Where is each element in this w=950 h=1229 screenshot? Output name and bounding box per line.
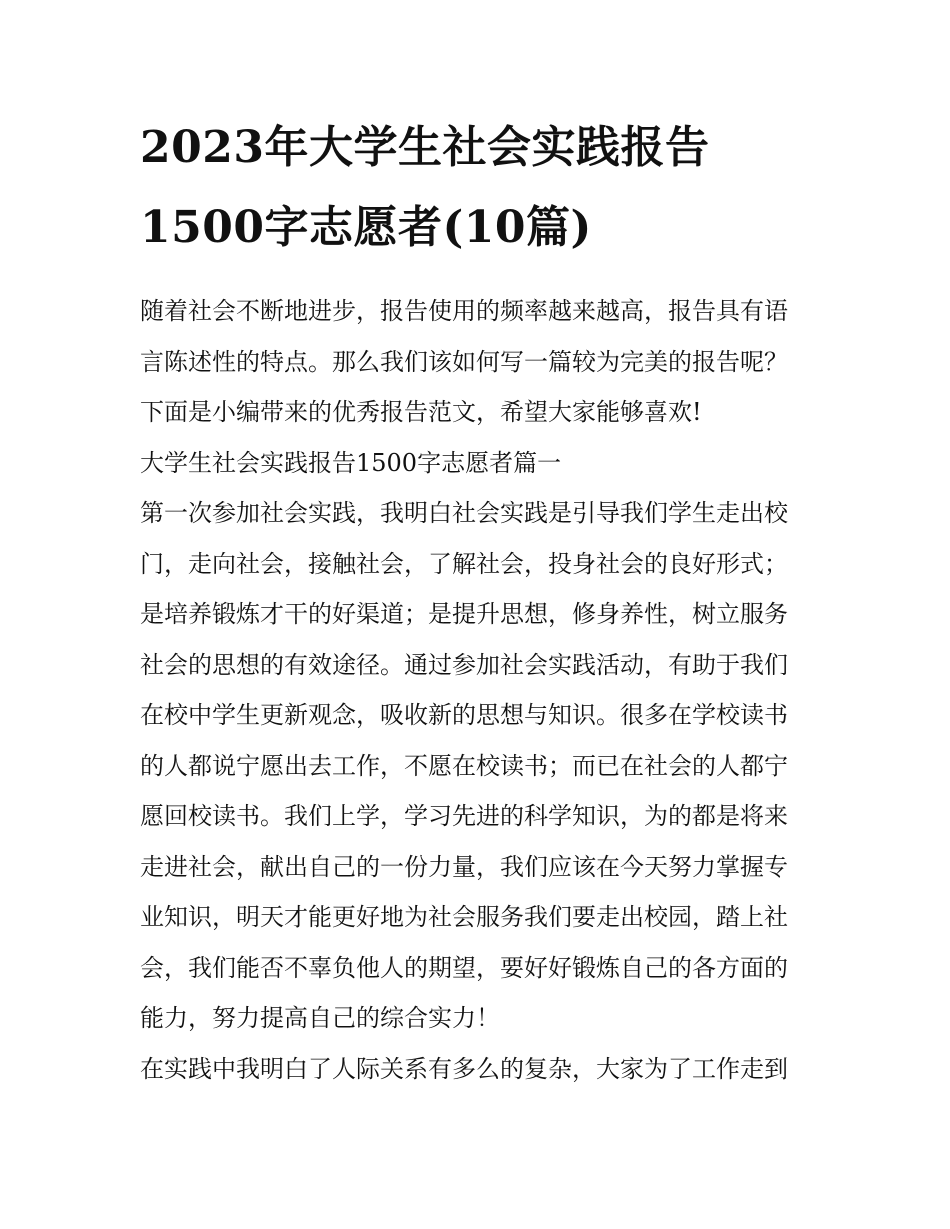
- document-page: [140, 108, 812, 1094]
- body-line: 愿回校读书。我们上学，学习先进的科学知识，为的都是将来: [140, 802, 788, 830]
- section-heading: 大学生社会实践报告1500字志愿者篇一: [140, 448, 562, 477]
- body-line: 业知识，明天才能更好地为社会服务我们要走出校园，踏上社: [140, 903, 788, 931]
- body-line: 下面是小编带来的优秀报告范文，希望大家能够喜欢!: [140, 398, 702, 426]
- body-line: 第一次参加社会实践，我明白社会实践是引导我们学生走出校: [140, 499, 788, 527]
- body-line: 随着社会不断地进步，报告使用的频率越来越高，报告具有语: [140, 297, 788, 325]
- document-title: [140, 108, 812, 268]
- body-line: 在校中学生更新观念，吸收新的思想与知识。很多在学校读书: [140, 701, 788, 729]
- body-line: 在实践中我明白了人际关系有多么的复杂，大家为了工作走到: [140, 1054, 788, 1083]
- body-line: 社会的思想的有效途径。通过参加社会实践活动，有助于我们: [140, 650, 788, 679]
- body-line: 能力，努力提高自己的综合实力！: [140, 1004, 500, 1032]
- title-line-1: 2023年大学生社会实践报告: [140, 122, 710, 173]
- body-line: 是培养锻炼才干的好渠道；是提升思想，修身养性，树立服务: [140, 600, 788, 628]
- body-line: 门，走向社会，接触社会，了解社会，投身社会的良好形式；: [140, 549, 788, 578]
- body-line: 言陈述性的特点。那么我们该如何写一篇较为完美的报告呢？: [140, 347, 788, 376]
- body-line: 的人都说宁愿出去工作，不愿在校读书；而已在社会的人都宁: [140, 751, 788, 780]
- body-line: 走进社会，献出自己的一份力量，我们应该在今天努力掌握专: [140, 852, 788, 881]
- body-line: 会，我们能否不辜负他人的期望，要好好锻炼自己的各方面的: [140, 953, 788, 982]
- title-line-2: 1500字志愿者(10篇): [140, 202, 592, 253]
- document-body: [140, 286, 812, 1094]
